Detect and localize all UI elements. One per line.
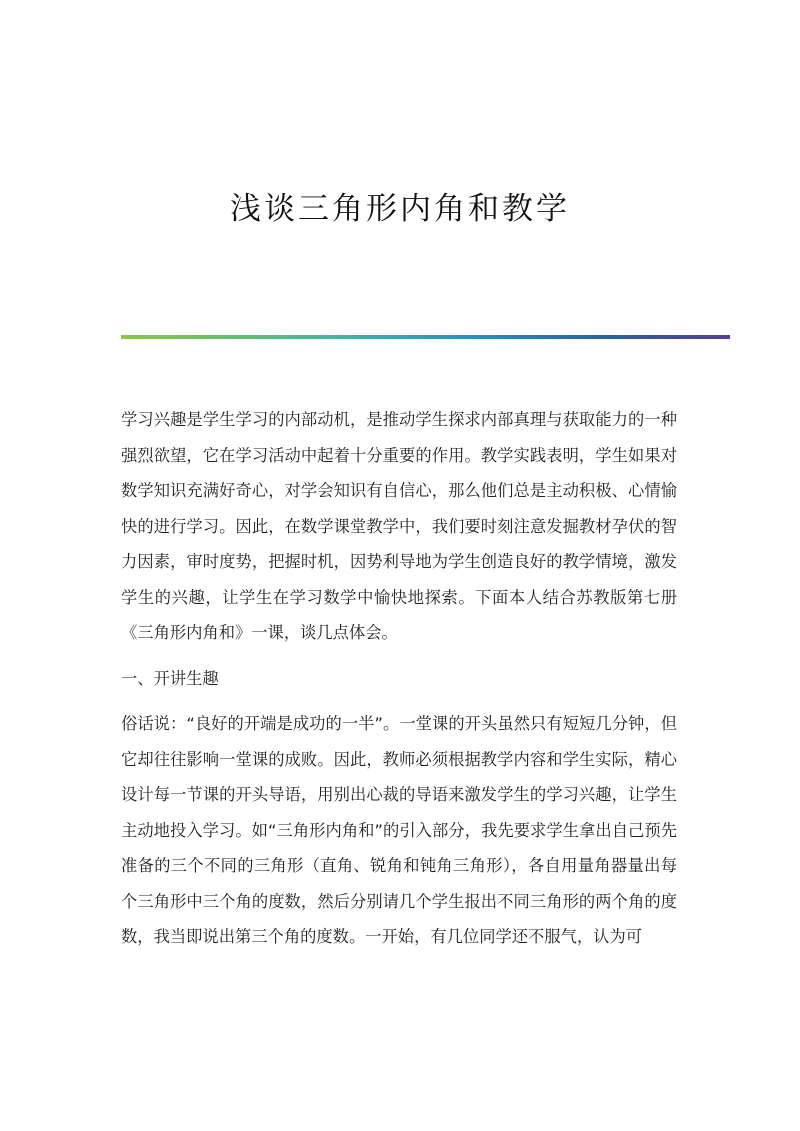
document-body — [121, 402, 677, 955]
paragraph-intro: 学习兴趣是学生学习的内部动机，是推动学生探求内部真理与获取能力的一种强烈欲望，它在学习活动中起着十分重要的作用。教学实践表明，学生如果对数学知识充满好奇心，对学会知识有自信心，那么他们总是主动积极、心情愉快的进行学习。因此，在数学课堂教学中，我们要时刻注意发掘教材孕伏的智力因素，审时度势，把握时机，因势利导地为学生创造良好的教学情境，激发学生的兴趣，让学生在学习数学中愉快地探索。下面本人结合苏教版第七册《三角形内角和》一课，谈几点体会。 — [121, 410, 677, 642]
document-title: 浅谈三角形内角和教学 — [230, 191, 570, 227]
title-divider — [121, 335, 730, 339]
paragraph-section-1: 俗话说：“良好的开端是成功的一半”。一堂课的开头虽然只有短短几分钟，但它却往往影响一堂课的成败。因此，教师必须根据教学内容和学生实际，精心设计每一节课的开头导语，用别出心裁的导语来激发学生的学习兴趣，让学生主动地投入学习。如“三角形内角和”的引入部分，我先要求学生拿出自己预先准备的三个不同的三角形（直角、锐角和钝角三角形），各自用量角器量出每个三角形中三个角的度数，然后分别请几个学生报出不同三角形的两个角的度数，我当即说出第三个角的度数。一开始，有几位同学还不服气，认为可 — [121, 714, 677, 946]
section-heading: 一、开讲生趣 — [121, 668, 219, 688]
